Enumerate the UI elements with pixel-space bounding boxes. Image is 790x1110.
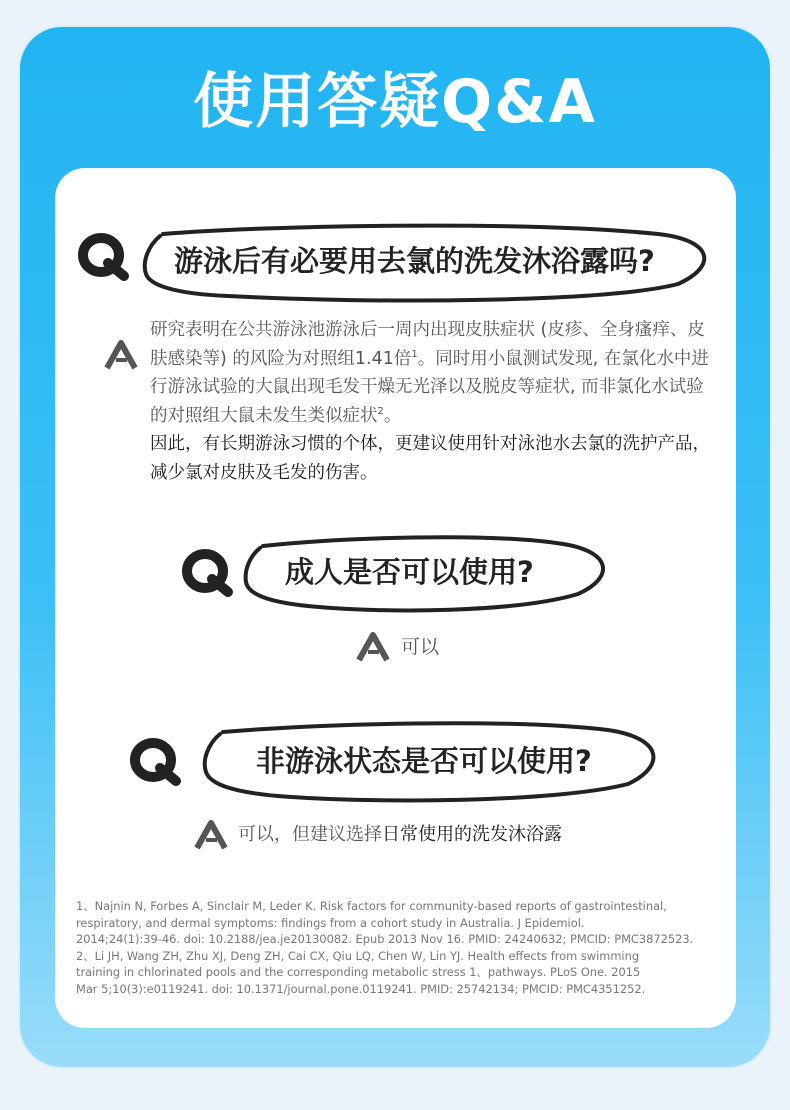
answer-a-icon xyxy=(104,340,138,370)
answer-text xyxy=(150,316,710,487)
question-q-icon xyxy=(76,230,134,282)
answer-research-text-3: 。 xyxy=(383,405,402,426)
question-q-icon xyxy=(180,546,238,598)
answer-a-icon xyxy=(194,820,228,850)
question-text: 游泳后有必要用去氯的洗发沐浴露吗? xyxy=(174,244,655,278)
reference-line: 2、Li JH, Wang ZH, Zhu XJ, Deng ZH, Cai CX, Qiu LQ, Chen W, Lin YJ. Health effects from swimming xyxy=(76,948,640,963)
answer-text xyxy=(238,821,562,849)
page-title: 使用答疑Q&A xyxy=(193,67,597,137)
answer-text-part: 可以，但建议选择 xyxy=(238,824,382,845)
reference-line: training in chlorinated pools and the corresponding metabolic stress 1、pathways. PLoS One. 2015 xyxy=(76,965,641,980)
question-text: 成人是否可以使用? xyxy=(285,555,534,589)
references xyxy=(76,898,726,998)
answer-research-text-2: 。同时用小鼠测试发现, 在氯化水中进行游泳试验的大鼠出现毛发干燥无光泽以及脱皮等症状, 而非氯化水试验的对照组大鼠未发生类似症状 xyxy=(150,348,709,426)
answer-conclusion-text: 因此，有长期游泳习惯的个体，更建议使用针对泳池水去氯的洗护产品，减少氯对皮肤及毛发的伤害。 xyxy=(150,434,710,483)
footnote-marker: 1 xyxy=(411,348,418,360)
reference-line: 2014;24(1):39-46. doi: 10.2188/jea.je20130082. Epub 2013 Nov 16. PMID: 24240632; PMCID: PMC3872523. xyxy=(76,932,694,947)
question-text: 非游泳状态是否可以使用? xyxy=(256,744,592,778)
footnote-marker: 2 xyxy=(377,405,384,417)
answer-text-highlight: 日常使用的洗发沐浴露 xyxy=(382,824,562,845)
reference-line: 1、Najnin N, Forbes A, Sinclair M, Leder K. Risk factors for community-based reports of gastrointestinal, xyxy=(76,899,667,913)
answer-a-icon xyxy=(356,632,390,662)
reference-line: respiratory, and dermal symptoms: findings from a cohort study in Australia. J Epidemiol. xyxy=(76,915,585,930)
reference-line: Mar 5;10(3):e0119241. doi: 10.1371/journal.pone.0119241. PMID: 25742134; PMCID: PMC4351252. xyxy=(76,981,646,996)
question-q-icon xyxy=(128,735,186,787)
answer-research-text: 研究表明在公共游泳池游泳后一周内出现皮肤症状 (皮疹、全身瘙痒、皮肤感染等) 的风险为对照组1.41倍 xyxy=(150,320,705,369)
answer-text: 可以 xyxy=(401,636,440,658)
